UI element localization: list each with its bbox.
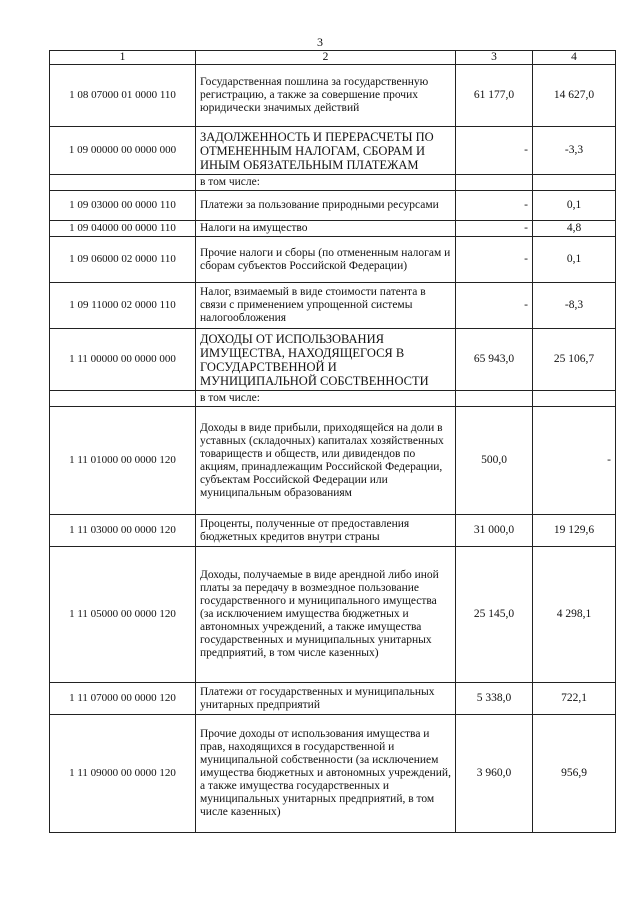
row-value-3: 5 338,0 — [456, 683, 533, 715]
table-row — [50, 407, 616, 515]
table-row — [50, 127, 616, 175]
row-code: 1 09 11000 02 0000 110 — [50, 283, 196, 329]
row-code: 1 09 04000 00 0000 110 — [50, 221, 196, 237]
table-row — [50, 391, 616, 407]
row-value-3: 31 000,0 — [456, 515, 533, 547]
row-value-3: 61 177,0 — [456, 65, 533, 127]
table-row — [50, 221, 616, 237]
row-value-4: 4,8 — [533, 221, 616, 237]
row-value-3: 25 145,0 — [456, 547, 533, 683]
row-value-4: -8,3 — [533, 283, 616, 329]
row-code — [50, 391, 196, 407]
table-row — [50, 683, 616, 715]
row-name: Прочие налоги и сборы (по отмененным налогам и сборам субъектов Российской Федерации) — [196, 237, 456, 283]
row-code: 1 11 07000 00 0000 120 — [50, 683, 196, 715]
header-col-1: 1 — [50, 51, 196, 65]
row-value-3: - — [456, 237, 533, 283]
row-value-4 — [533, 391, 616, 407]
row-value-4: -3,3 — [533, 127, 616, 175]
row-value-3: - — [456, 283, 533, 329]
row-name: Доходы в виде прибыли, приходящейся на доли в уставных (складочных) капиталах хозяйственных товариществ и обществ, или дивидендов по акциям, принадлежащим Российской Федерации, субъектам Российской Федерации или муниципальным образованиям — [196, 407, 456, 515]
row-value-3: - — [456, 191, 533, 221]
row-value-4: 25 106,7 — [533, 329, 616, 391]
header-col-2: 2 — [196, 51, 456, 65]
row-name: Прочие доходы от использования имущества и прав, находящихся в государственной и муниципальной собственности (за исключением имущества бюджетных и автономных учреждений, а также имущества государственных и муниципальных унитарных предприятий, в том числе казенных) — [196, 715, 456, 833]
table-row — [50, 547, 616, 683]
row-value-4: 14 627,0 — [533, 65, 616, 127]
row-code: 1 11 03000 00 0000 120 — [50, 515, 196, 547]
row-value-3: - — [456, 127, 533, 175]
row-code: 1 09 00000 00 0000 000 — [50, 127, 196, 175]
table-header-row — [50, 51, 616, 65]
header-col-3: 3 — [456, 51, 533, 65]
row-value-4: 4 298,1 — [533, 547, 616, 683]
revenue-table — [49, 50, 616, 833]
row-value-4: - — [533, 407, 616, 515]
table-row — [50, 65, 616, 127]
row-value-4: 956,9 — [533, 715, 616, 833]
table-row — [50, 715, 616, 833]
table-row — [50, 515, 616, 547]
row-name: Налоги на имущество — [196, 221, 456, 237]
row-value-3: 65 943,0 — [456, 329, 533, 391]
row-name: Доходы, получаемые в виде арендной либо иной платы за передачу в возмездное пользование государственного и муниципального имущества (за исключением имущества бюджетных и автономных учреждений, а также имущества государственных и муниципальных унитарных предприятий, в том числе казенных) — [196, 547, 456, 683]
row-name: Налог, взимаемый в виде стоимости патента в связи с применением упрощенной системы налогообложения — [196, 283, 456, 329]
row-code: 1 09 06000 02 0000 110 — [50, 237, 196, 283]
row-name: Проценты, полученные от предоставления бюджетных кредитов внутри страны — [196, 515, 456, 547]
row-value-4: 0,1 — [533, 237, 616, 283]
row-name: в том числе: — [196, 391, 456, 407]
table-row — [50, 191, 616, 221]
row-value-3 — [456, 391, 533, 407]
row-name: Платежи за пользование природными ресурсами — [196, 191, 456, 221]
row-value-4: 19 129,6 — [533, 515, 616, 547]
page-number: 3 — [317, 35, 323, 49]
row-code: 1 11 01000 00 0000 120 — [50, 407, 196, 515]
header-col-4: 4 — [533, 51, 616, 65]
row-name: Государственная пошлина за государственную регистрацию, а также за совершение прочих юридически значимых действий — [196, 65, 456, 127]
row-value-3: - — [456, 221, 533, 237]
table-row — [50, 329, 616, 391]
row-code: 1 09 03000 00 0000 110 — [50, 191, 196, 221]
row-code: 1 11 09000 00 0000 120 — [50, 715, 196, 833]
table-row — [50, 237, 616, 283]
row-name: Платежи от государственных и муниципальных унитарных предприятий — [196, 683, 456, 715]
row-value-3 — [456, 175, 533, 191]
row-value-4: 722,1 — [533, 683, 616, 715]
row-code: 1 08 07000 01 0000 110 — [50, 65, 196, 127]
row-value-3: 3 960,0 — [456, 715, 533, 833]
row-code: 1 11 05000 00 0000 120 — [50, 547, 196, 683]
row-name: ДОХОДЫ ОТ ИСПОЛЬЗОВАНИЯ ИМУЩЕСТВА, НАХОДЯЩЕГОСЯ В ГОСУДАРСТВЕННОЙ И МУНИЦИПАЛЬНОЙ СОБСТВЕННОСТИ — [196, 329, 456, 391]
row-value-4 — [533, 175, 616, 191]
row-code: 1 11 00000 00 0000 000 — [50, 329, 196, 391]
row-name: в том числе: — [196, 175, 456, 191]
row-value-3: 500,0 — [456, 407, 533, 515]
row-value-4: 0,1 — [533, 191, 616, 221]
row-name: ЗАДОЛЖЕННОСТЬ И ПЕРЕРАСЧЕТЫ ПО ОТМЕНЕННЫМ НАЛОГАМ, СБОРАМ И ИНЫМ ОБЯЗАТЕЛЬНЫМ ПЛАТЕЖАМ — [196, 127, 456, 175]
table-row — [50, 283, 616, 329]
row-code — [50, 175, 196, 191]
table-row — [50, 175, 616, 191]
